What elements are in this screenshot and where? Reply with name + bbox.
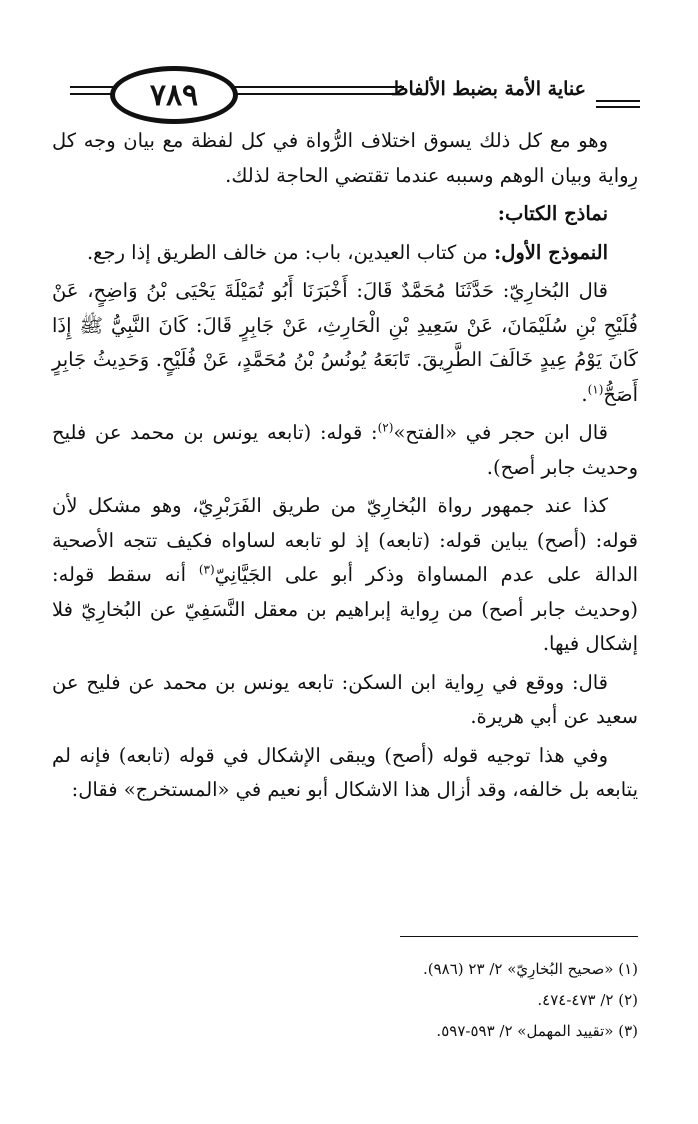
header-rule-mid-bottom — [234, 93, 404, 95]
paragraph-hadith: قال البُخارِيّ: حَدَّثَنَا مُحَمَّدٌ قَالَ: أَخْبَرَنَا أَبُو تُمَيْلَةَ يَحْيَى بْنُ وَاضِحٍ، عَنْ فُلَيْحِ بْنِ سُلَيْمَانَ، عَنْ سَعِيدِ بْنِ الْحَارِثِ، عَنْ جَابِرٍ قَالَ: كَانَ النَّبِيُّ ﷺ إِذَا كَانَ يَوْمُ عِيدٍ خَالَفَ الطَّرِيقَ. تَابَعَهُ يُونُسُ بْنُ مُحَمَّدٍ، عَنْ فُلَيْحٍ. وَحَدِيثُ جَابِرٍ أَصَحُّ$^{(١)}$. — [52, 279, 638, 406]
paragraph-ibn-hajar — [52, 416, 638, 485]
page-header — [70, 66, 640, 126]
footnote-ref-3: (٣) — [198, 562, 215, 577]
paragraph-abu-nuaym: وفي هذا توجيه قوله (أصح) ويبقى الإشكال في قوله (تابعه) فإنه لم يتابعه بل خالفه، وقد أزال هذا الاشكال أبو نعيم في «المستخرج» فقال: — [52, 743, 638, 801]
footnote-separator — [400, 936, 638, 937]
header-rule-left-bottom — [70, 93, 114, 95]
page-number: ٧٨٩ — [149, 77, 199, 113]
footnote-2: (٢) ٢/ ٤٧٣-٤٧٤. — [537, 991, 638, 1009]
footnote-1: (١) «صحيح البُخارِيّ» ٢/ ٢٣ (٩٨٦). — [423, 960, 638, 978]
body-text — [52, 124, 638, 812]
ibn-hajar-text-a: قال ابن حجر في «الفتح» — [393, 421, 608, 444]
footnote-ref-2: (٢) — [377, 420, 394, 435]
paragraph-majority — [52, 489, 638, 662]
header-rule-right-bottom — [596, 106, 640, 108]
ibn-hajar-text-b: : قوله: (تابعه يونس بن محمد عن فليح وحديث جابر أصح). — [52, 421, 638, 479]
paragraph-model-one — [52, 236, 638, 271]
paragraph-ibn-sakan: قال: ووقع في رِواية ابن السكن: تابعه يونس بن محمد عن فليح عن سعيد عن أبي هريرة. — [52, 670, 638, 728]
footnotes — [200, 954, 638, 1047]
majority-text-a: كذا عند جمهور رواة البُخارِيّ من طريق الفَرَبْرِيّ، وهو مشكل لأن قوله: (أصح) يباين قوله: (تابعه) إذ لو تابعه لساواه فكيف تتجه الأصحية الدالة على عدم المساواة وذكر أبو على الجَيَّانِيّ — [52, 494, 638, 586]
model-label: النموذج الأول: — [494, 240, 608, 264]
model-description: من كتاب العيدين، باب: من خالف الطريق إذا رجع. — [86, 240, 488, 264]
page-number-badge — [110, 66, 238, 124]
header-rule-right-top — [596, 100, 640, 102]
header-rule-left-top — [70, 86, 114, 88]
footnote-3: (٣) «تقييد المهمل» ٢/ ٥٩٣-٥٩٧. — [436, 1022, 638, 1040]
paragraph-intro: وهو مع كل ذلك يسوق اختلاف الرُّواة في كل لفظة مع بيان وجه كل رِواية وبيان الوهم وسببه عندما تقتضي الحاجة لذلك. — [52, 129, 638, 187]
majority-text-b: أنه سقط قوله: (وحديث جابر أصح) من رِواية إبراهيم بن معقل النَّسَفِيّ عن البُخارِيّ فلا إشكال فيها. — [52, 563, 638, 655]
section-heading: نماذج الكتاب: — [497, 202, 608, 225]
header-rule-mid-top — [234, 86, 404, 88]
footnote-ref-1: (١) — [587, 382, 604, 396]
running-title: عناية الأمة بضبط الألفاظ — [390, 78, 586, 100]
hadith-text: قال البُخارِيّ: حَدَّثَنَا مُحَمَّدٌ قَالَ: أَخْبَرَنَا أَبُو تُمَيْلَةَ يَحْيَى بْنُ وَاضِحٍ، عَنْ فُلَيْحِ بْنِ سُلَيْمَانَ، عَنْ سَعِيدِ بْنِ الْحَارِثِ، عَنْ جَابِرٍ قَالَ: كَانَ النَّبِيُّ ﷺ إِذَا كَانَ يَوْمُ عِيدٍ خَالَفَ الطَّرِيقَ. تَابَعَهُ يُونُسُ بْنُ مُحَمَّدٍ، عَنْ فُلَيْحٍ. وَحَدِيثُ جَابِرٍ أَصَحُّ — [52, 279, 638, 406]
